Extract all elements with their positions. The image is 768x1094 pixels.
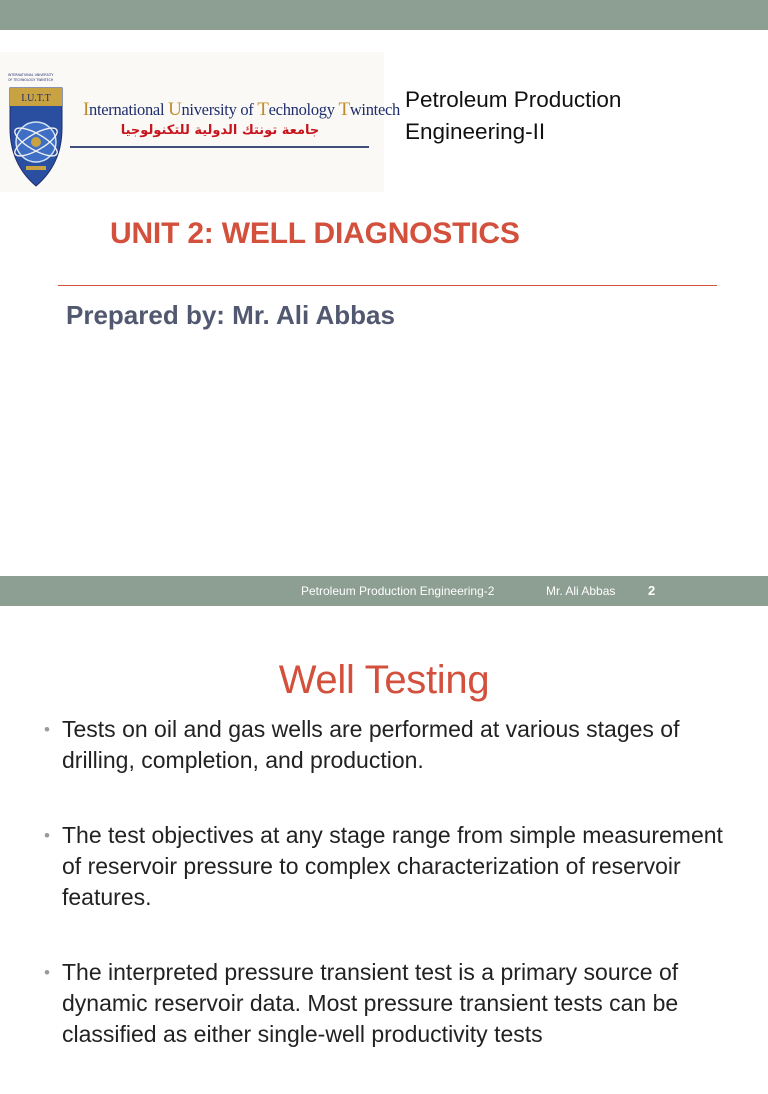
svg-text:OF TECHNOLOGY TWINTECH: OF TECHNOLOGY TWINTECH bbox=[8, 78, 54, 82]
crest-label: I.U.T.T bbox=[21, 93, 51, 104]
bullet-icon: • bbox=[44, 720, 50, 739]
logo-divider bbox=[70, 146, 369, 148]
bullet-text: The test objectives at any stage range from simple measurement of reservoir pressure to complex characterization of reservoir features. bbox=[62, 822, 723, 910]
university-name-arabic: جامعة تونتك الدولية للتكنولوجيا bbox=[120, 123, 320, 138]
footer-course-name: Petroleum Production Engineering-2 bbox=[301, 584, 495, 598]
footer-author: Mr. Ali Abbas bbox=[546, 584, 616, 598]
bullet-icon: • bbox=[44, 963, 50, 982]
university-name-english: International University of Technology Twintech bbox=[83, 99, 400, 120]
svg-text:INTERNATIONAL UNIVERSITY: INTERNATIONAL UNIVERSITY bbox=[8, 73, 54, 77]
list-item bbox=[44, 714, 744, 776]
bullet-list bbox=[44, 714, 744, 1094]
presenter-line: Prepared by: Mr. Ali Abbas bbox=[66, 300, 395, 330]
unit-title: UNIT 2: WELL DIAGNOSTICS bbox=[110, 217, 520, 250]
university-logo bbox=[0, 52, 400, 192]
list-item bbox=[44, 957, 744, 1050]
list-item bbox=[44, 820, 744, 913]
header-band bbox=[0, 0, 768, 30]
university-crest-icon bbox=[6, 64, 66, 192]
bullet-text: The interpreted pressure transient test is a primary source of dynamic reservoir data. Most pressure transient tests can be classified as either single-well productivity tests bbox=[62, 959, 679, 1047]
title-underline bbox=[58, 285, 717, 286]
content-slide bbox=[0, 606, 768, 1047]
bullet-icon: • bbox=[44, 826, 50, 845]
slide-footer bbox=[0, 576, 768, 606]
bullet-text: Tests on oil and gas wells are performed at various stages of drilling, completion, and production. bbox=[62, 716, 680, 773]
course-title: Petroleum Production Engineering-II bbox=[405, 87, 622, 144]
slide-number: 2 bbox=[648, 583, 656, 598]
slide-title: Well Testing bbox=[278, 658, 490, 702]
